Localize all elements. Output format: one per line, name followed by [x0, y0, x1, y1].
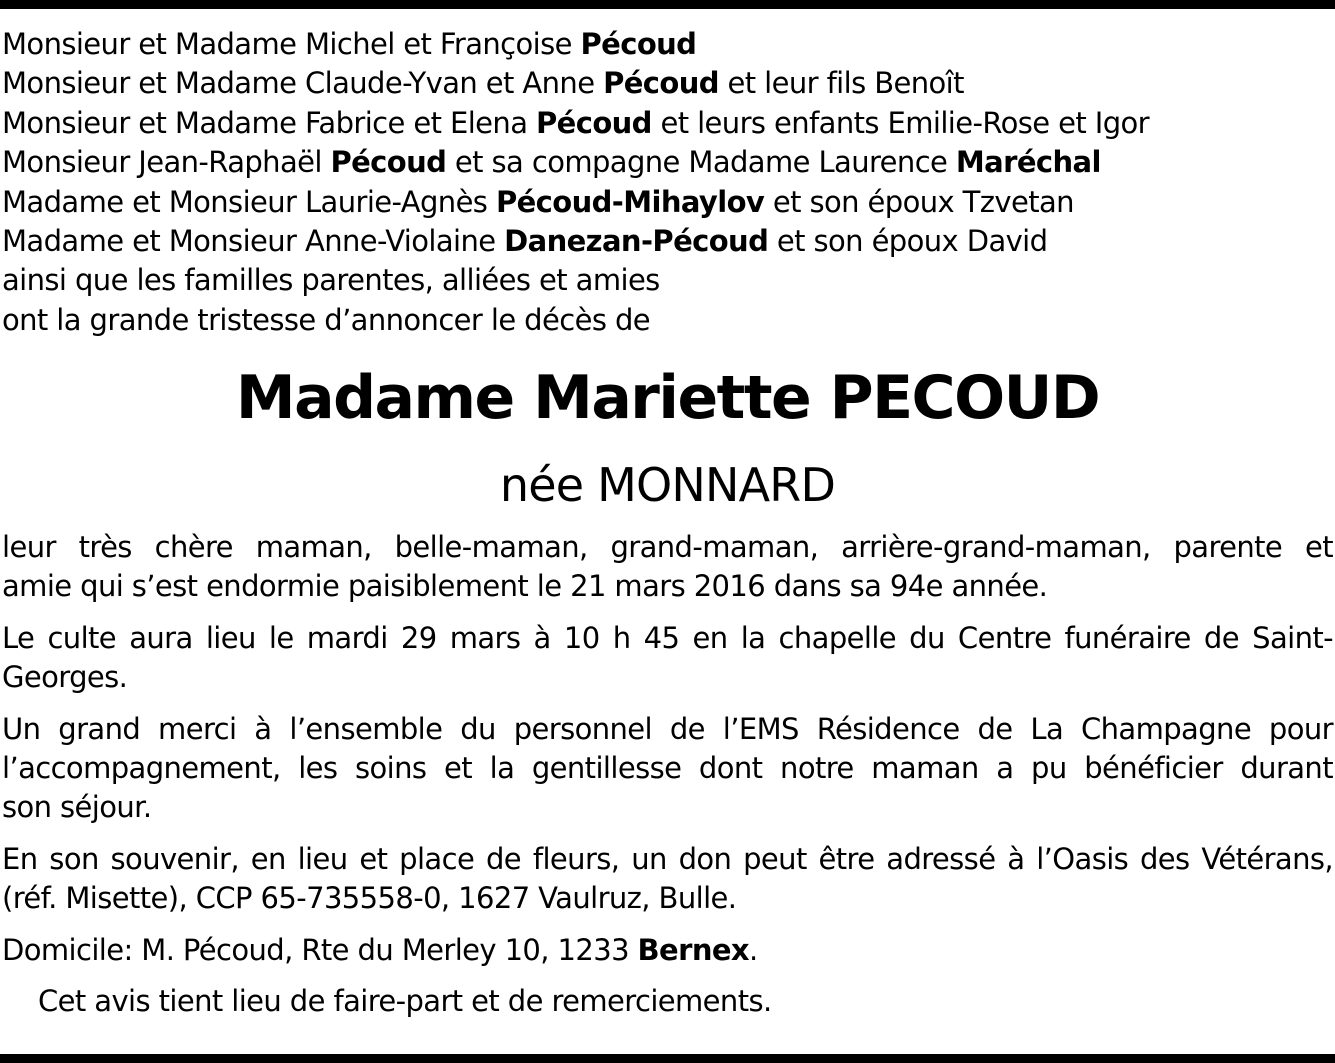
notice-body — [2, 528, 1333, 1021]
tribute-paragraph: leur très chère maman, belle-maman, grand-maman, arrière-grand-maman, parente et amie qui s’est endormie paisiblement le 21 mars 2016 dans sa 94e année. — [2, 530, 1333, 604]
family-line: Madame et Monsieur Anne-Violaine Danezan-Pécoud et son époux David — [2, 224, 1048, 259]
family-line: Madame et Monsieur Laurie-Agnès Pécoud-Mihaylov et son époux Tzvetan — [2, 184, 1074, 219]
closing-note: Cet avis tient lieu de faire-part et de remerciements. — [38, 984, 772, 1019]
family-line: Monsieur et Madame Fabrice et Elena Pécoud et leurs enfants Emilie-Rose et Igor — [2, 105, 1149, 140]
thanks-paragraph: Un grand merci à l’ensemble du personnel de l’EMS Résidence de La Champagne pour l’accompagnement, les soins et la gentillesse dont notre maman a pu bénéficier durant son séjour. — [2, 711, 1333, 825]
maiden-name: née MONNARD — [499, 458, 836, 512]
family-line: Monsieur et Madame Claude-Yvan et Anne Pécoud et leur fils Benoît — [2, 66, 964, 101]
bottom-border-rule — [0, 1054, 1335, 1063]
service-paragraph: Le culte aura lieu le mardi 29 mars à 10 h 45 en la chapelle du Centre funéraire de Saint- Georges. — [2, 620, 1333, 695]
donation-paragraph: En son souvenir, en lieu et place de fleurs, un don peut être adressé à l’Oasis des Vétérans, (réf. Misette), CCP 65-735558-0, 1627 Vaulruz, Bulle. — [2, 841, 1333, 916]
top-border-rule — [0, 0, 1335, 9]
family-line: ainsi que les familles parentes, alliées et amies — [2, 263, 660, 298]
family-line: Monsieur et Madame Michel et Françoise Pécoud — [2, 27, 697, 61]
deceased-name: Madame Mariette PECOUD — [235, 363, 1100, 433]
family-line: Monsieur Jean-Raphaël Pécoud et sa compagne Madame Laurence Maréchal — [2, 145, 1101, 180]
announcement-line: ont la grande tristesse d’annoncer le décès de — [2, 302, 650, 337]
domicile-paragraph: Domicile: M. Pécoud, Rte du Merley 10, 1233 Bernex. — [2, 932, 758, 967]
family-list — [2, 25, 1333, 340]
